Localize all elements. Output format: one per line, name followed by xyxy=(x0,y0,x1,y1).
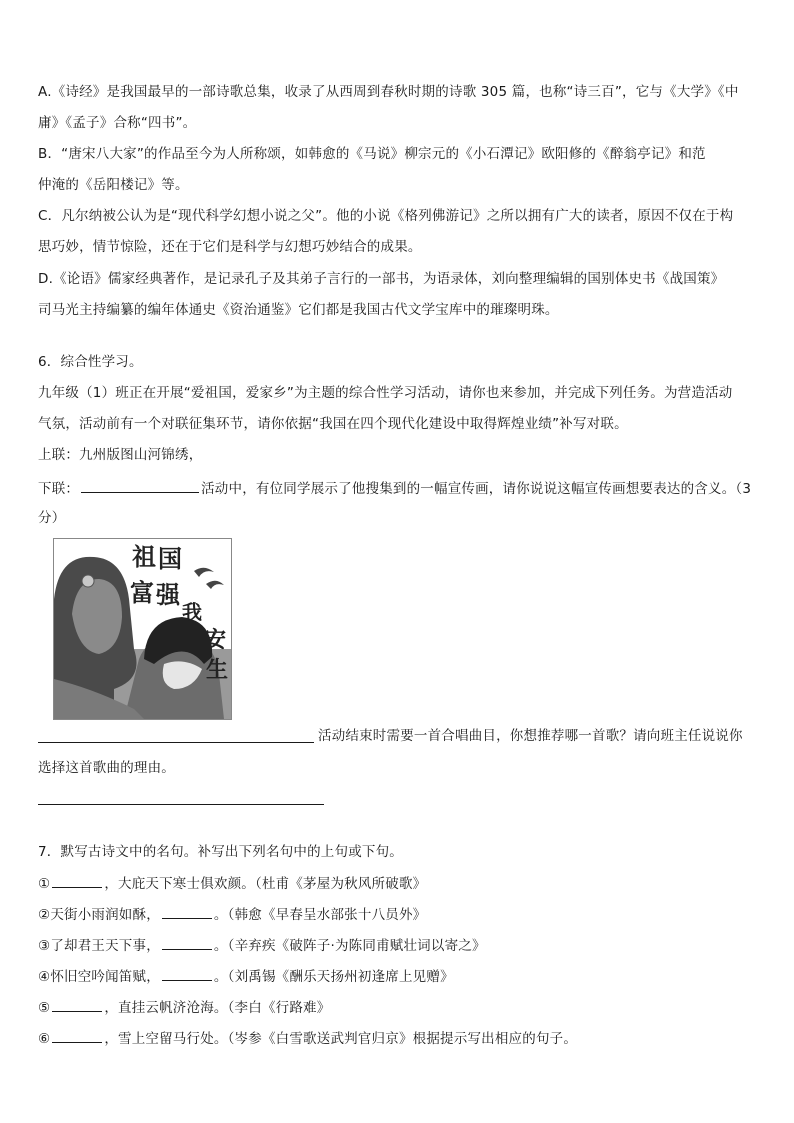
option-a-line2: 庸》《孟子》合称“四书”。 xyxy=(38,115,197,131)
reason-answer-blank[interactable] xyxy=(38,804,324,805)
q7-item-3-text: 。（辛弃疾《破阵子·为陈同甫赋壮词以寄之》 xyxy=(213,938,486,954)
q7-item-5-text: ，直挂云帆济沧海。（李白《行路难》 xyxy=(104,1000,331,1016)
q7-item-6 xyxy=(38,1028,758,1049)
q6-intro-line1: 九年级（1）班正在开展“爱祖国，爱家乡”为主题的综合性学习活动，请你也来参加，并完成下列任务。为营造活动 xyxy=(38,385,733,401)
q7-item-4-blank[interactable] xyxy=(162,966,212,981)
option-d-line1: D.《论语》儒家经典著作，是记录孔子及其弟子言行的一部书，为语录体，刘向整理编辑的国别体史书《战国策》 xyxy=(38,271,725,287)
q7-item-2-num: ② xyxy=(38,907,51,923)
option-c-line1: C．凡尔纳被公认为是“现代科学幻想小说之父”。他的小说《格列佛游记》之所以拥有广大的读者，原因不仅在于构 xyxy=(38,208,734,224)
poster-char-1: 祖 xyxy=(132,543,156,571)
poster-char-7: 生 xyxy=(206,658,229,683)
q7-item-1-text: ，大庇天下寒士俱欢颜。（杜甫《茅屋为秋风所破歌》 xyxy=(104,876,427,892)
q7-item-1-num: ① xyxy=(38,876,51,892)
q7-item-6-text: ，雪上空留马行处。（岑参《白雪歌送武判官归京》根据提示写出相应的句子。 xyxy=(104,1031,578,1047)
q6-song-line2: 选择这首歌曲的理由。 xyxy=(38,760,175,776)
q6-song-line1: 活动结束时需要一首合唱曲目，你想推荐哪一首歌？请向班主任说说你 xyxy=(318,728,743,744)
q7-item-2 xyxy=(38,904,758,925)
q7-item-2-blank[interactable] xyxy=(162,904,212,919)
lower-couplet-blank[interactable] xyxy=(81,478,199,493)
q7-item-5-blank[interactable] xyxy=(52,997,102,1012)
q7-item-4-num: ④ xyxy=(38,969,51,985)
propaganda-poster xyxy=(53,538,232,720)
q6-upper-couplet: 上联：九州版图山河锦绣， xyxy=(38,447,203,463)
option-c-line2: 思巧妙，情节惊险，还在于它们是科学与幻想巧妙结合的成果。 xyxy=(38,239,422,255)
q6-score: 分） xyxy=(38,510,66,526)
song-answer-blank[interactable] xyxy=(38,742,314,743)
q7-item-5-num: ⑤ xyxy=(38,1000,51,1016)
q7-title: 7．默写古诗文中的名句。补写出下列名句中的上句或下句。 xyxy=(38,844,403,860)
poster-char-5: 我 xyxy=(182,600,202,624)
q6-poster-question: 活动中，有位同学展示了他搜集到的一幅宣传画，请你说说这幅宣传画想要表达的含义。（3 xyxy=(201,481,752,497)
q7-item-6-num: ⑥ xyxy=(38,1031,51,1047)
q7-item-3 xyxy=(38,935,758,956)
q6-intro-line2: 气氛，活动前有一个对联征集环节，请你依据“我国在四个现代化建设中取得辉煌业绩”补写对联。 xyxy=(38,416,628,432)
q7-item-1-blank[interactable] xyxy=(52,873,102,888)
q7-item-3-num: ③ xyxy=(38,938,51,954)
q7-item-3-blank[interactable] xyxy=(162,935,212,950)
q7-item-1 xyxy=(38,873,758,894)
q7-item-6-blank[interactable] xyxy=(52,1028,102,1043)
option-d-line2: 司马光主持编纂的编年体通史《资治通鉴》它们都是我国古代文学宝库中的璀璨明珠。 xyxy=(38,302,559,318)
q7-item-2-text: 。（韩愈《早春呈水部张十八员外》 xyxy=(213,907,427,923)
q7-item-4-text: 。（刘禹锡《酬乐天扬州初逢席上见赠》 xyxy=(213,969,454,985)
q7-item-5 xyxy=(38,997,758,1018)
poster-char-6: 安 xyxy=(204,628,227,653)
option-a-line1: A.《诗经》是我国最早的一部诗歌总集，收录了从西周到春秋时期的诗歌 305 篇，也称“诗三百”，它与《大学》《中 xyxy=(38,84,739,100)
q6-lower-couplet-line xyxy=(38,478,758,499)
poster-char-2: 国 xyxy=(158,545,182,573)
option-b-line2: 仲淹的《岳阳楼记》等。 xyxy=(38,177,189,193)
q6-lower-label: 下联： xyxy=(38,481,80,497)
poster-char-4: 强 xyxy=(156,581,180,609)
option-b-line1: B．“唐宋八大家”的作品至今为人所称颂，如韩愈的《马说》柳宗元的《小石潭记》欧阳修的《醉翁亭记》和范 xyxy=(38,146,706,162)
q6-title: 6．综合性学习。 xyxy=(38,354,143,370)
q7-item-2-pre: 天街小雨润如酥， xyxy=(50,907,160,923)
poster-illustration xyxy=(54,539,231,719)
q7-item-3-pre: 了却君王天下事， xyxy=(50,938,160,954)
q7-item-4 xyxy=(38,966,758,987)
q7-item-4-pre: 怀旧空吟闻笛赋， xyxy=(50,969,160,985)
poster-char-3: 富 xyxy=(130,579,154,607)
